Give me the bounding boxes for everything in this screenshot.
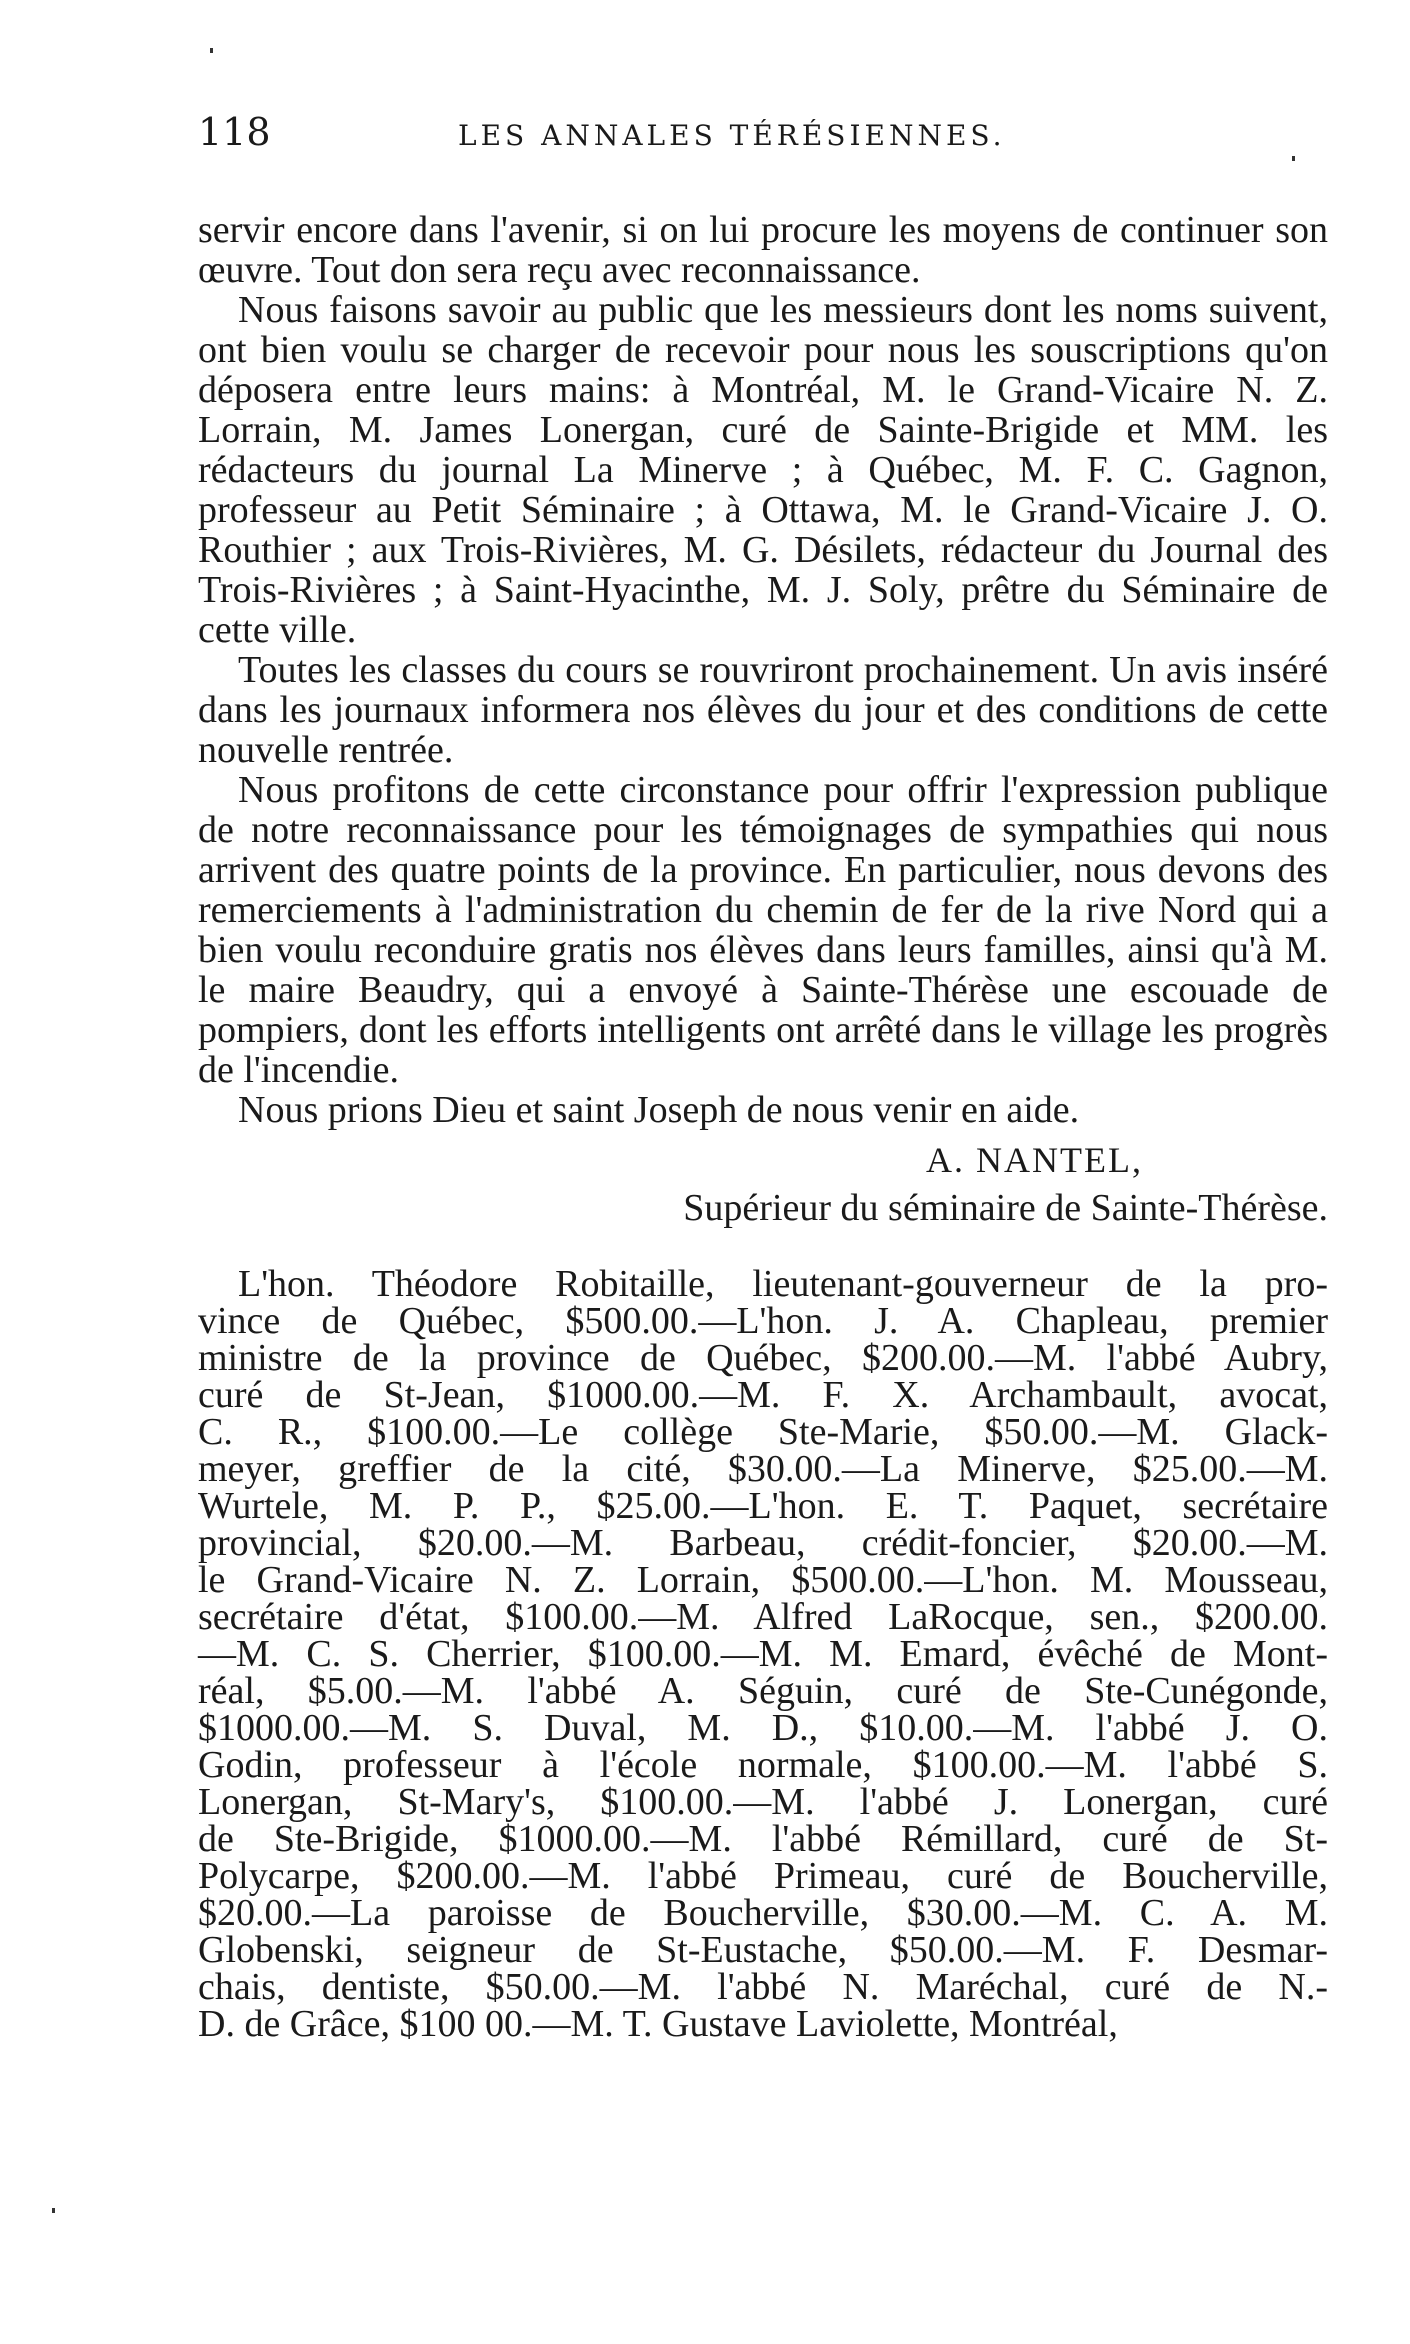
paragraph-classes-reopening: Toutes les classes du cours se rouvriront prochainement. Un avis inséré dans les journaux informera nos élèves du jour et des conditions de cette nouvelle rentrée. bbox=[198, 649, 1328, 771]
subscription-line: L'hon. Théodore Robitaille, lieutenant-gouverneur de la pro- bbox=[238, 1263, 1328, 1305]
running-title: LES ANNALES TÉRÉSIENNES. bbox=[458, 119, 1006, 152]
subscription-line: C. R., $100.00.—Le collège Ste-Marie, $50.00.—M. Glack- bbox=[198, 1411, 1328, 1453]
subscription-line: Globenski, seigneur de St-Eustache, $50.00.—M. F. Desmar- bbox=[198, 1929, 1328, 1971]
paragraph-subscription-agents: Nous faisons savoir au public que les messieurs dont les noms suivent, ont bien voulu se charger de recevoir pour nous les souscriptions qu'on déposera entre leurs mains: à Montréal, M. le Grand-Vicaire N. Z. Lorrain, M. James Lonergan, curé de Sainte-Brigide et MM. les rédacteurs du journal La Minerve ; à Québec, M. F. C. Gagnon, professeur au Petit Séminaire ; à Ottawa, M. le Grand-Vicaire J. O. Routhier ; aux Trois-Rivières, M. G. Désilets, rédacteur du Journal des Trois-Rivières ; à Saint-Hyacinthe, M. J. Soly, prêtre du Séminaire de cette ville. bbox=[198, 289, 1328, 651]
page-number: 118 bbox=[198, 110, 271, 154]
paragraph-acknowledgements: Nous profitons de cette circonstance pour offrir l'expression publique de notre reconnaissance pour les témoignages de sympathies qui nous arrivent des quatre points de la province. En particulier, nous devons des remerciements à l'administration du chemin de fer de la rive Nord qui a bien voulu reconduire gratis nos élèves dans leurs familles, ainsi qu'à M. le maire Beaudry, qui a envoyé à Sainte-Thérèse une escouade de pompiers, dont les efforts intelligents ont arrêté dans le village les progrès de l'incendie. bbox=[198, 769, 1328, 1091]
signature-name: A. NANTEL, bbox=[926, 1140, 1143, 1180]
print-speck bbox=[210, 48, 213, 53]
subscription-line: —M. C. S. Cherrier, $100.00.—M. M. Emard, évêché de Mont- bbox=[198, 1633, 1328, 1675]
subscription-line: vince de Québec, $500.00.—L'hon. J. A. Chapleau, premier bbox=[198, 1300, 1328, 1342]
book-page bbox=[198, 110, 1328, 2043]
subscription-line: ministre de la province de Québec, $200.00.—M. l'abbé Aubry, bbox=[198, 1337, 1328, 1379]
subscription-line: Lonergan, St-Mary's, $100.00.—M. l'abbé J. Lonergan, curé bbox=[198, 1781, 1328, 1823]
subscription-line: D. de Grâce, $100 00.—M. T. Gustave Laviolette, Montréal, bbox=[198, 2003, 1118, 2045]
signature-title: Supérieur du séminaire de Sainte-Thérèse. bbox=[683, 1187, 1328, 1229]
subscription-line: le Grand-Vicaire N. Z. Lorrain, $500.00.—L'hon. M. Mousseau, bbox=[198, 1559, 1328, 1601]
subscription-line: $20.00.—La paroisse de Boucherville, $30.00.—M. C. A. M. bbox=[198, 1892, 1328, 1934]
body-text bbox=[198, 210, 1328, 1130]
subscription-line: provincial, $20.00.—M. Barbeau, crédit-foncier, $20.00.—M. bbox=[198, 1522, 1328, 1564]
paragraph-continuation: servir encore dans l'avenir, si on lui procure les moyens de continuer son œuvre. Tout don sera reçu avec reconnaissance. bbox=[198, 209, 1328, 291]
subscription-line: $1000.00.—M. S. Duval, M. D., $10.00.—M. l'abbé J. O. bbox=[198, 1707, 1328, 1749]
subscription-line: Polycarpe, $200.00.—M. l'abbé Primeau, curé de Boucherville, bbox=[198, 1855, 1328, 1897]
section-gap bbox=[198, 1230, 1328, 1266]
running-head bbox=[198, 110, 1328, 170]
print-speck bbox=[52, 2208, 55, 2213]
subscription-line: Wurtele, M. P. P., $25.00.—L'hon. E. T. Paquet, secrétaire bbox=[198, 1485, 1328, 1527]
subscription-line: secrétaire d'état, $100.00.—M. Alfred LaRocque, sen., $200.00. bbox=[198, 1596, 1328, 1638]
subscription-line: meyer, greffier de la cité, $30.00.—La Minerve, $25.00.—M. bbox=[198, 1448, 1328, 1490]
paragraph-prayer: Nous prions Dieu et saint Joseph de nous venir en aide. bbox=[238, 1089, 1080, 1131]
subscription-line: réal, $5.00.—M. l'abbé A. Séguin, curé de Ste-Cunégonde, bbox=[198, 1670, 1328, 1712]
subscription-line: Godin, professeur à l'école normale, $100.00.—M. l'abbé S. bbox=[198, 1744, 1328, 1786]
print-speck bbox=[1292, 156, 1295, 161]
subscription-list bbox=[198, 1263, 1328, 2045]
subscription-line: chais, dentiste, $50.00.—M. l'abbé N. Maréchal, curé de N.- bbox=[198, 1966, 1328, 2008]
subscription-line: curé de St-Jean, $1000.00.—M. F. X. Archambault, avocat, bbox=[198, 1374, 1328, 1416]
subscription-line: de Ste-Brigide, $1000.00.—M. l'abbé Rémillard, curé de St- bbox=[198, 1818, 1328, 1860]
